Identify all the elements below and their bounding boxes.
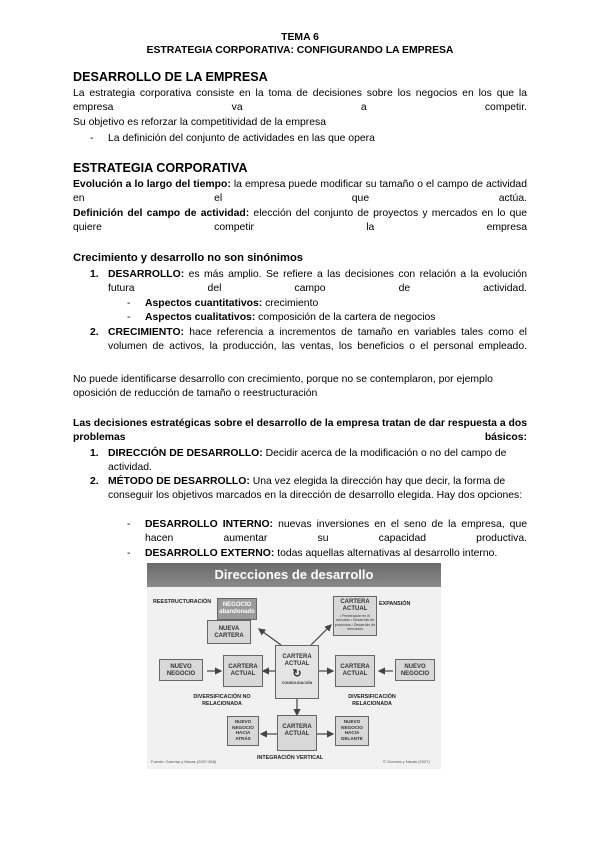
text-desarrollo: es más amplio. Se refiere a las decisiones con relación a la evolución futura del campo de actividad. — [108, 269, 527, 294]
figure-credit: © Guerras y Navas (2007) — [383, 759, 430, 764]
sub-dash: - — [127, 548, 131, 559]
cartera-actual-exp-label: CARTERA ACTUAL — [340, 599, 370, 612]
label-desarrollo-interno: DESARROLLO INTERNO: — [145, 519, 274, 530]
heading-estrategia-corporativa: ESTRATEGIA CORPORATIVA — [73, 161, 248, 175]
box-nueva-cartera: NUEVA CARTERA — [207, 620, 251, 644]
label-desarrollo: DESARROLLO: — [108, 269, 185, 280]
label-direccion: DIRECCIÓN DE DESARROLLO: — [108, 448, 263, 459]
label-cuantitativos: Aspectos cuantitativos: — [145, 298, 263, 309]
cartera-actual-exp-detail: • Penetración en el mercado • Desarrollo de productos • Desarrollo de mercados — [334, 614, 376, 632]
list-number-2: 2. — [90, 327, 99, 338]
figure-source: Fuente: Guerras y Navas (2007:368) — [151, 759, 217, 764]
paragraph-objetivo: Su objetivo es reforzar la competitividad de la empresa — [73, 117, 326, 128]
label-integracion-vertical: INTEGRACIÓN VERTICAL — [257, 755, 324, 761]
arrow-to-reestructuracion — [259, 629, 281, 645]
tema-number: TEMA 6 — [281, 32, 319, 43]
box-negocio-atras: NUEVO NEGOCIO HACIA ATRÁS — [227, 716, 259, 746]
heading-crecimiento-desarrollo: Crecimiento y desarrollo no son sinónimos — [73, 252, 304, 264]
sub-desarrollo-externo — [145, 547, 497, 561]
text-evolucion: la empresa puede modificar su tamaño o el campo de actividad en el que actúa. — [73, 179, 527, 204]
text-direccion: Decidir acerca de la modificación o no del campo de actividad. — [108, 448, 507, 473]
sub-dash: - — [127, 519, 131, 530]
list-number-1: 1. — [90, 269, 99, 280]
heading-desarrollo-empresa: DESARROLLO DE LA EMPRESA — [73, 70, 268, 84]
heading-decisiones-estrategicas: Las decisiones estratégicas sobre el desarrollo de la empresa tratan de dar respuesta a dos problemas básicos: — [73, 418, 527, 443]
box-negocio-delante: NUEVO NEGOCIO HACIA DELANTE — [335, 716, 369, 746]
label-reestructuracion: REESTRUCTURACIÓN — [153, 599, 212, 605]
box-nuevo-negocio-left: NUEVO NEGOCIO — [159, 659, 203, 681]
box-cartera-actual-expansion — [333, 596, 377, 636]
box-cartera-actual-bottom: CARTERA ACTUAL — [277, 715, 317, 751]
list-number-2: 2. — [90, 476, 99, 487]
sub-cuantitativos — [145, 297, 318, 311]
item-metodo — [108, 475, 530, 503]
box-negocio-abandonado: NEGOCIO abandonado — [217, 598, 257, 620]
item-direccion — [108, 447, 530, 475]
box-cartera-actual-center — [275, 645, 319, 699]
sub-dash: - — [127, 312, 131, 323]
paragraph-definicion — [73, 207, 527, 249]
paragraph-no-identificarse: No puede identificarse desarrollo con crecimiento, porque no se contemplaron, por ejemplo oposición de reducción de tamaño o reestructuración — [73, 374, 493, 399]
label-crecimiento: CRECIMIENTO: — [108, 327, 185, 338]
cycle-icon: ↻ — [292, 668, 302, 680]
label-div-no-relacionada: DIVERSIFICACIÓN NO RELACIONADA — [193, 694, 251, 707]
figure-direcciones-desarrollo — [147, 563, 441, 769]
label-expansion: EXPANSIÓN — [379, 601, 411, 607]
consolidacion-label: CONSOLIDACIÓN — [281, 681, 313, 685]
label-metodo: MÉTODO DE DESARROLLO: — [108, 476, 250, 487]
label-definicion: Definición del campo de actividad: — [73, 208, 250, 219]
sub-cualitativos — [145, 311, 436, 325]
arrow-to-expansion — [311, 625, 331, 645]
item-crecimiento — [108, 326, 527, 368]
document-title: ESTRATEGIA CORPORATIVA: CONFIGURANDO LA EMPRESA — [146, 45, 454, 56]
box-cartera-actual-right: CARTERA ACTUAL — [335, 655, 375, 687]
text-definicion: elección del conjunto de proyectos y mercados en lo que quiere competir la empresa — [73, 208, 527, 233]
text-metodo: Una vez elegida la dirección hay que decir, la forma de conseguir los objetivos marcados en la dirección de desarrollo elegida. Hay dos opciones: — [108, 476, 523, 501]
label-div-relacionada: DIVERSIFICACIÓN RELACIONADA — [348, 694, 396, 707]
text-cualitativos: composición de la cartera de negocios — [255, 312, 436, 323]
text-crecimiento: hace referencia a incrementos de tamaño en variables tales como el volumen de activos, la producción, las ventas, los beneficios o el personal empleado. — [108, 327, 527, 352]
bullet-dash: - — [90, 133, 94, 144]
label-desarrollo-externo: DESARROLLO EXTERNO: — [145, 548, 275, 559]
bullet-actividades: La definición del conjunto de actividades en las que opera — [108, 133, 375, 144]
cartera-actual-center-label: CARTERA ACTUAL — [282, 654, 312, 667]
paragraph-estrategia: La estrategia corporativa consiste en la toma de decisiones sobre los negocios en los que la empresa va a competir. — [73, 88, 527, 113]
list-number-1: 1. — [90, 448, 99, 459]
label-cualitativos: Aspectos cualitativos: — [145, 312, 256, 323]
sub-dash: - — [127, 298, 131, 309]
label-evolucion: Evolución a lo largo del tiempo: — [73, 179, 231, 190]
text-cuantitativos: crecimiento — [262, 298, 319, 309]
box-nuevo-negocio-right: NUEVO NEGOCIO — [395, 659, 435, 681]
figure-title: Direcciones de desarrollo — [214, 567, 374, 582]
text-desarrollo-externo: todas aquellas alternativas al desarrollo interno. — [274, 548, 498, 559]
box-cartera-actual-left: CARTERA ACTUAL — [223, 655, 263, 687]
text-desarrollo-interno: nuevas inversiones en el seno de la empresa, que hacen aumentar su capacidad productiva. — [145, 519, 528, 544]
